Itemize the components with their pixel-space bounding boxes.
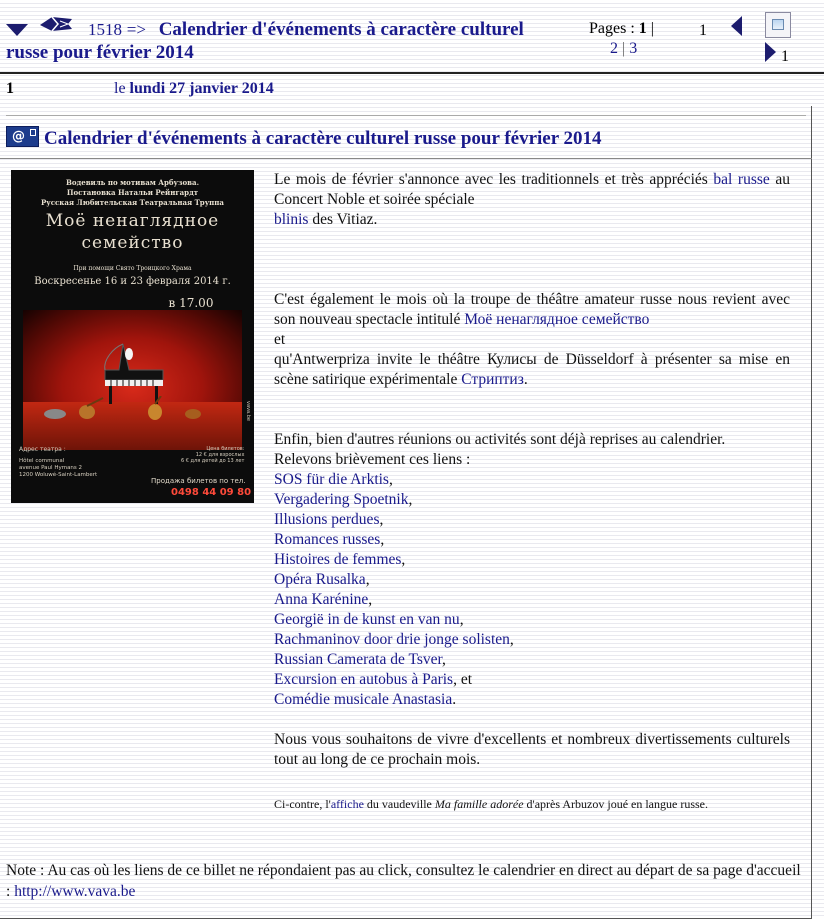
event-link-row <box>274 510 790 530</box>
poster-credits <box>11 178 254 208</box>
date-prefix: le <box>114 80 126 97</box>
event-link-suffix: , <box>388 471 393 488</box>
poster-price-line: 12 € для взрослых <box>195 452 245 458</box>
count-bottom: 1 <box>781 48 789 65</box>
event-link-suffix: , <box>509 631 514 648</box>
theatre-paragraph <box>274 290 790 390</box>
poster-address-line: avenue Paul Hymans 2 <box>19 465 83 471</box>
poster-caption <box>274 797 708 812</box>
event-link-row <box>274 550 790 570</box>
event-link-row <box>274 470 790 490</box>
poster-subtitle: При помощи Свято Троицкого Храма <box>73 265 192 272</box>
footer-note <box>6 860 806 902</box>
event-link-suffix: , <box>442 651 446 668</box>
event-link[interactable]: Illusions perdues <box>274 511 380 528</box>
text-span: et <box>274 331 286 348</box>
event-link-suffix: , <box>379 511 384 528</box>
event-link[interactable]: Russian Camerata de Tsver <box>274 651 443 668</box>
event-link-row <box>274 670 790 690</box>
text-span: des Vitiaz. <box>308 211 378 228</box>
poster-phone: 0498 44 09 80 <box>171 487 252 498</box>
instruments-icon <box>43 396 203 422</box>
poster-address <box>19 458 97 479</box>
event-link-row <box>274 590 790 610</box>
poster-address-label: Адрес театра : <box>19 446 66 453</box>
poster-website: vava.be <box>244 401 251 421</box>
article-body <box>274 170 790 770</box>
event-link-suffix: , <box>365 571 370 588</box>
link-affiche[interactable]: affiche <box>330 797 364 811</box>
post-title-link-part2[interactable]: russe pour février 2014 <box>6 42 194 63</box>
event-link-suffix: , <box>408 491 413 508</box>
post-number-link[interactable]: 1518 <box>88 20 122 39</box>
date-index: 1 <box>6 80 14 97</box>
event-link-suffix: , <box>380 531 385 548</box>
page-link-2[interactable]: 2 <box>610 40 618 57</box>
text-span: du vaudeville <box>363 797 435 811</box>
events-intro: Enfin, bien d'autres réunions ou activités sont déjà reprises au calendrier. <box>274 431 726 448</box>
event-link-row <box>274 610 790 630</box>
article-title: Calendrier d'événements à caractère culturel russe pour février 2014 <box>44 128 602 149</box>
pages-indicator <box>589 20 654 38</box>
homepage-link[interactable]: http://www.vava.be <box>14 883 136 900</box>
events-paragraph <box>274 430 790 710</box>
post-arrow: => <box>126 20 146 39</box>
post-title <box>6 18 566 64</box>
event-link-suffix: . <box>452 691 457 708</box>
event-link[interactable]: Vergadering Spoetnik <box>274 491 409 508</box>
at-sign-icon <box>6 126 39 147</box>
closing-paragraph: Nous vous souhaitons de vivre d'excellents et nombreux divertissements culturels tout au long de ce prochain mois. <box>274 731 790 768</box>
text-span: d'après Arbuzov joué en langue russe. <box>523 797 708 811</box>
event-link-row <box>274 490 790 510</box>
event-link-suffix: , <box>459 611 464 628</box>
poster-title-line: семейство <box>81 233 184 253</box>
poster-address-line: 1200 Woluwé-Saint-Lambert <box>19 472 98 478</box>
event-link-suffix: , et <box>453 671 473 688</box>
poster-prices-label: Цена билетов: <box>206 446 245 452</box>
text-span: qu'Antwerpriza invite le théâtre Кулисы de Düsseldorf à présenter sa mise en scène satirique expérimentale <box>274 351 790 388</box>
poster-credits-line: Водевиль по мотивам Арбузова. <box>65 178 200 187</box>
event-link[interactable]: Rachmaninov door drie jonge solisten <box>274 631 510 648</box>
event-link[interactable]: Comédie musicale Anastasia <box>274 691 453 708</box>
intro-paragraph <box>274 170 790 230</box>
events-intro-2: Relevons brièvement ces liens : <box>274 451 471 468</box>
link-striptiz[interactable]: Стриптиз <box>461 371 524 388</box>
at-sign-text: @ <box>12 129 25 144</box>
post-title-link-part1[interactable]: Calendrier d'événements à caractère culturel <box>158 19 524 40</box>
play-title: Ma famille adorée <box>434 797 524 811</box>
event-link-row <box>274 690 790 710</box>
poster-credits-line: Русская Любительская Театральная Труппа <box>41 198 224 207</box>
note-text: Note : Au cas où les liens de ce billet ne répondaient pas au click, consultez le calendrier en direct au départ de sa page d'accueil : <box>6 862 801 900</box>
event-link-row <box>274 630 790 650</box>
current-page: 1 <box>638 20 647 37</box>
poster-title <box>11 210 254 254</box>
event-link[interactable]: Excursion en autobus à Paris <box>274 671 454 688</box>
pages-bar: | <box>650 20 654 37</box>
poster-price-line: 6 € для детей до 13 лет <box>181 458 245 464</box>
title-divider <box>0 158 812 159</box>
poster-ticket-label: Продажа билетов по тел. <box>151 477 246 485</box>
post-date <box>114 80 274 98</box>
event-link[interactable]: SOS für die Arktis <box>274 471 389 488</box>
text-span: au Concert Noble et soirée spéciale <box>274 171 791 208</box>
event-link-suffix: , <box>368 591 373 608</box>
event-link[interactable]: Romances russes <box>274 531 381 548</box>
poster-address-line: Hôtel communal <box>19 458 65 464</box>
link-bal-russe[interactable]: bal russe <box>713 171 770 188</box>
page-link-3[interactable]: 3 <box>629 40 638 57</box>
previous-arrow-icon[interactable] <box>731 16 742 36</box>
text-span: . <box>523 371 528 388</box>
event-poster-image[interactable] <box>11 170 254 503</box>
date-text: lundi 27 janvier 2014 <box>129 80 274 97</box>
event-link[interactable]: Georgië in de kunst en van nu <box>274 611 460 628</box>
pages-separator: | <box>622 40 626 57</box>
link-blinis[interactable]: blinis <box>274 211 309 228</box>
event-link-row <box>274 530 790 550</box>
event-link-row <box>274 650 790 670</box>
poster-prices <box>181 446 244 464</box>
count-top: 1 <box>699 22 707 39</box>
next-arrow-icon[interactable] <box>765 42 776 62</box>
poster-title-line: Моё ненаглядное <box>45 211 220 231</box>
poster-credits-line: Постановка Натальи Рейнгардт <box>66 188 199 197</box>
pages-label: Pages : <box>589 20 635 37</box>
poster-dates: Воскресенье 16 и 23 февраля 2014 г. <box>34 276 231 287</box>
text-span: Le mois de février s'annonce avec les traditionnels et très appréciés <box>274 171 714 188</box>
link-moe-semeistvo[interactable]: Моё ненаглядное семейство <box>464 311 650 328</box>
text-span: C'est également le mois où la troupe de théâtre amateur russe nous revient avec son nouveau spectacle intitulé <box>274 291 790 328</box>
header-divider <box>0 72 824 74</box>
text-span: Ci-contre, l' <box>274 797 331 811</box>
event-links-list <box>274 470 790 710</box>
broken-image-icon[interactable] <box>765 12 791 38</box>
event-link-row <box>274 570 790 590</box>
post-header <box>0 0 824 74</box>
event-link[interactable]: Opéra Rusalka <box>274 571 366 588</box>
pages-links <box>610 40 637 58</box>
event-link[interactable]: Histoires de femmes <box>274 551 402 568</box>
poster-time: в 17.00 <box>168 296 214 310</box>
event-link-suffix: , <box>401 551 406 568</box>
event-link[interactable]: Anna Karénine <box>274 591 369 608</box>
